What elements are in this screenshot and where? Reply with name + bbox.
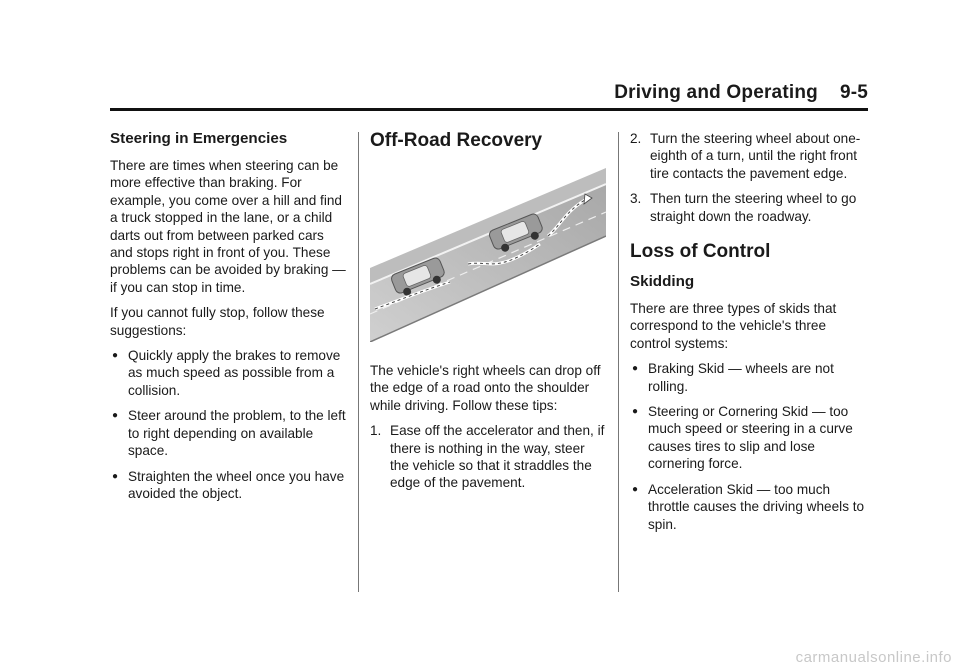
watermark: carmanualsonline.info — [795, 649, 952, 666]
paragraph: There are times when steering can be more effective than braking. For example, you come over a hill and find a truck stopped in the lane, or a child darts out from between parked cars and stops right in front of you. These problems can be avoided by braking — if you can stop in time. — [110, 158, 346, 295]
section-heading: Steering in Emergencies — [110, 130, 288, 147]
numbered-step: 1. Ease off the accelerator and then, if there is nothing in the way, steer the vehicle so that it straddles the edge of the pavement. — [370, 423, 605, 491]
list-item: ● Straighten the wheel once you have avoided the object. — [112, 468, 345, 501]
bullet-icon: ● — [632, 363, 639, 375]
numbered-step: 3. Then turn the steering wheel to go straight down the roadway. — [630, 191, 857, 224]
bullet-icon: ● — [112, 410, 119, 422]
paragraph: If you cannot fully stop, follow these suggestions: — [110, 305, 325, 338]
column-1 — [110, 130, 346, 510]
sub-heading: Skidding — [630, 273, 695, 291]
column-2 — [370, 130, 606, 500]
list-item: ● Steering or Cornering Skid — too much speed or steering in a curve causes tires to slip and lose cornering force. — [632, 404, 853, 472]
page-number: 9-5 — [839, 82, 868, 103]
bullet-icon: ● — [632, 406, 639, 418]
numbered-step: 2. Turn the steering wheel about one-eighth of a turn, until the right front tire contacts the pavement edge. — [630, 131, 861, 181]
off-road-recovery-illustration-icon — [370, 164, 606, 342]
bullet-icon: ● — [112, 350, 119, 362]
section-heading: Off-Road Recovery — [370, 130, 543, 151]
list-item: ● Steer around the problem, to the left to right depending on available space. — [112, 408, 346, 459]
paragraph: The vehicle's right wheels can drop off the edge of a road onto the shoulder while driving. Follow these tips: — [370, 363, 601, 413]
header-title — [614, 82, 868, 104]
list-item: ● Braking Skid — wheels are not rolling. — [632, 361, 834, 394]
list-item: ● Quickly apply the brakes to remove as much speed as possible from a collision. — [112, 348, 341, 398]
column-divider — [618, 132, 619, 592]
bullet-icon: ● — [112, 470, 119, 482]
section-heading: Loss of Control — [630, 241, 771, 263]
column-divider — [358, 132, 359, 592]
section-title: Driving and Operating — [614, 82, 818, 103]
paragraph: There are three types of skids that correspond to the vehicle's three control systems: — [630, 301, 837, 351]
column-3 — [630, 130, 866, 541]
page-header — [110, 80, 868, 111]
list-item: ● Acceleration Skid — too much throttle causes the driving wheels to spin. — [632, 481, 865, 532]
bullet-icon: ● — [632, 483, 639, 495]
